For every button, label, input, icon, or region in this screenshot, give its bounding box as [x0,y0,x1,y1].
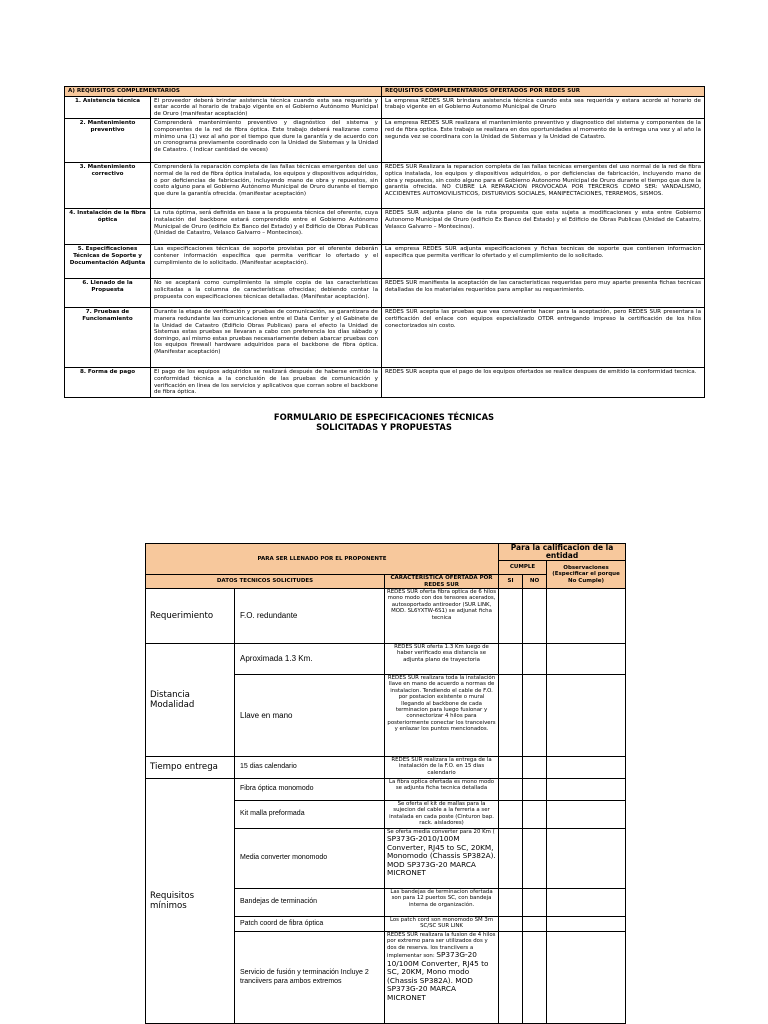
observaciones-cell[interactable] [547,889,626,917]
requirement-text: Comprenderá la reparación completa de las fallas técnicas emergentes del uso normal de la red de fibra óptica instalada, los equipos y dispositivos adquiridos, o por deficiencias de fabricación, incluyendo mano de obra y repuestos, sin costo alguno para el Gobierno Autónomo Municipal de Oruro durante el tiempo que dure la garantía ofrecida. (manifestar aceptación) [151,163,382,209]
requirement-offer: REDES SUR Realizara la reparacion completa de las fallas tecnicas emergentes del uso normal de la red de fibra optica instalada, los equipos y dispositivos adquiridos, o por deficiencias de fabricación, incluyendo mano de obra y repuestos, sin costo alguno para el Gobierno Autonomo Municipal de Oruro durante el tiempo que dure la garantia ofrecida. NO CUBRE LA REPARACION PROVOCADA POR TERCEROS COMO SER: VANDALISMO, ACCIDENTES AUTOMOVILISTICOS, DISTURVIOS SOCIALES, MANIFECTACIONES, TERREMOS, SISMOS. [382,163,705,209]
observaciones-cell[interactable] [547,675,626,757]
category-distancia: Distancia Modalidad [146,644,235,757]
spec-offer: REDES SUR oferta 1.3 Km luego de haber verificado esa distancia se adjunta plano de trayectoria [385,644,499,675]
spec-offer: REDES SUR realizara la entrega de la instalación de la F.O. en 15 dias calendario [385,757,499,779]
requirement-text: La ruta óptima, será definida en base a la propuesta técnica del oferente, cuya instalación del backbone estará comprendido entre el Gobierno Autónomo Municipal de Oruro (edificio Ex Banco del Estado) y el Edificio de Obras Publicas (Unidad de Catastro, Velasco Galvarro – Montecinos). [151,209,382,245]
cumple-si-cell[interactable] [499,589,523,644]
cumple-no-cell[interactable] [523,675,547,757]
requirement-row [65,368,705,397]
requirement-label: 8. Forma de pago [65,368,151,397]
requirements-header-row [65,87,705,97]
form-title-line2: SOLICITADAS Y PROPUESTAS [316,422,452,432]
observaciones-cell[interactable] [547,917,626,932]
requirement-label: 5. Especificaciones Técnicas de Soporte y Documentación Adjunta [65,245,151,279]
category-tiempo: Tiempo entrega [146,757,235,779]
spec-offer-intro: Se oferta media converter para 20 Km ( [387,829,495,835]
spec-offer: La fibra optica ofertada es mono modo se adjunta ficha tecnica detallada [385,779,499,801]
requirement-label: 4. Instalación de la fibra óptica [65,209,151,245]
spec-offer-main: SP373G-2010/100M Converter, RJ45 to SC, 20KM, Monomodo (Chassis SP382A). MOD SP373G-20 MARCA MICRONET [387,834,496,878]
requirement-text: No se aceptará como cumplimiento la simple copia de las características solicitadas a la columna de características ofrecidas; debiendo contar la propuesta con especificaciones técnicas detalladas. (Manifestar aceptación). [151,279,382,308]
form-title [0,412,768,432]
spec-offer [385,932,499,1024]
category-requisitos: Requisitos mínimos [146,779,235,1024]
cumple-si-cell[interactable] [499,932,523,1024]
cumple-si-cell[interactable] [499,779,523,801]
spec-detail: Fibra óptica monomodo [235,779,385,801]
requirement-offer: REDES SUR acepta que el pago de los equipos ofertados se realice despues de emitido la conformidad tecnica. [382,368,705,397]
header-no: NO [523,575,547,589]
cumple-si-cell[interactable] [499,675,523,757]
requirement-row [65,245,705,279]
cumple-no-cell[interactable] [523,917,547,932]
requirement-offer: REDES SUR adjunta plano de la ruta propuesta que esta sujeta a modificaciones y esta entre Gobierno Autonomo Municipal de Oruro (edificio Ex Banco del Estado) y el Edificio de Obras Publicas (Unidad de Catastro, Velasco Galvarro – Montecinos). [382,209,705,245]
header-cumple: CUMPLE [499,561,547,575]
spec-detail: Servicio de fusión y terminación Incluye 2 tranciivers para ambos extremos [235,932,385,1024]
requirement-offer: REDES SUR acepta las pruebas que vea conveniente hacer para la aceptación, pero REDES SUR presentara la certificación del enlace con equipos especializado OTDR entregando impreso la certificación de los hilos conectorizados sin costo. [382,308,705,368]
requirements-header-right: REQUISITOS COMPLEMENTARIOS OFERTADOS POR REDES SUR [382,87,705,97]
header-datos: DATOS TECNICOS SOLICITUDES [146,575,385,589]
header-si: SI [499,575,523,589]
requirements-table [64,86,705,398]
cumple-no-cell[interactable] [523,932,547,1024]
spec-row [146,779,626,801]
spec-detail: 15 dias calendario [235,757,385,779]
requirement-text: El pago de los equipos adquiridos se realizará después de haberse emitido la conformidad técnica a la conclusión de las pruebas de comunicación y verificación en línea de los servicios y aplicativos que corran sobre el backbone de fibra óptica. [151,368,382,397]
cumple-no-cell[interactable] [523,829,547,889]
cumple-no-cell[interactable] [523,757,547,779]
spec-offer-main: SP373G-20 10/100M Converter, RJ45 to SC, 20KM, Mono modo (Chassis SP382A). MOD SP373G-20 MARCA MICRONET [387,950,489,1002]
observaciones-cell[interactable] [547,779,626,801]
observaciones-cell[interactable] [547,589,626,644]
spec-offer [385,829,499,889]
spec-offer: Las bandejas de terminacion ofertada son para 12 puertos SC, con bandeja interna de organización. [385,889,499,917]
observaciones-cell[interactable] [547,644,626,675]
requirement-row [65,279,705,308]
requirement-text: El proveedor deberá brindar asistencia técnica cuando esta sea requerida y estar acorde al horario de trabajo vigente en el Gobierno Autónomo Municipal de Oruro (manifestar aceptación) [151,96,382,119]
requirement-row [65,119,705,163]
cumple-no-cell[interactable] [523,644,547,675]
observaciones-cell[interactable] [547,757,626,779]
cumple-si-cell[interactable] [499,889,523,917]
cumple-no-cell[interactable] [523,589,547,644]
spec-detail: Bandejas de terminación [235,889,385,917]
cumple-no-cell[interactable] [523,889,547,917]
requirements-header-left: A) REQUISITOS COMPLEMENTARIOS [65,87,382,97]
cumple-si-cell[interactable] [499,757,523,779]
cumple-no-cell[interactable] [523,801,547,829]
header-observaciones: Observaciones (Especificar el porque No Cumple) [547,561,626,589]
cumple-si-cell[interactable] [499,917,523,932]
specifications-table [145,543,626,1024]
spec-row [146,644,626,675]
requirement-offer: La empresa REDES SUR brindara asistencia técnica cuando esta sea requerida y estara acorde al horario de trabajo vigente en el Gobierno Autonomo Municipal de Oruro [382,96,705,119]
requirement-row [65,163,705,209]
requirement-label: 3. Mantenimiento correctivo [65,163,151,209]
requirement-row [65,209,705,245]
cumple-si-cell[interactable] [499,829,523,889]
observaciones-cell[interactable] [547,932,626,1024]
spec-detail: Patch coord de fibra óptica [235,917,385,932]
spec-header-row [146,544,626,561]
requirement-row [65,96,705,119]
spec-detail: Llave en mano [235,675,385,757]
header-proponent: PARA SER LLENADO POR EL PROPONENTE [146,544,499,575]
requirement-label: 1. Asistencia técnica [65,96,151,119]
header-entity: Para la calificacion de la entidad [499,544,626,561]
spec-detail: Media converter monomodo [235,829,385,889]
requirement-offer: La empresa REDES SUR realizara el mantenimiento preventivo y diagnostico del sistema y componentes de la red de fibra optica. Este trabajo se realizara en dos oportunidades al momento de la entrega una vez y al año la segunda vez se coordinara con la Unidad de Sistemas y la Unidad de Catastro. [382,119,705,163]
cumple-si-cell[interactable] [499,801,523,829]
spec-detail: Aproximada 1.3 Km. [235,644,385,675]
spec-row [146,589,626,644]
requirement-offer: La empresa REDES SUR adjunta especificaciones y fichas tecnicas de soporte que contienen informacion especifica que permita verificar lo ofertado y el cumplimiento de lo solicitado. [382,245,705,279]
spec-offer-intro: REDES SUR realizara la fusion de 4 hilos por extremo para ser utilizados dos y dos de reserva. los tranciivers a implementar son: [387,932,496,960]
observaciones-cell[interactable] [547,801,626,829]
spec-offer: Se oferta el kit de mallas para la sujecion del cable a la ferreria a ser instalada en cada poste (Cinturon bap. rack. aisladores) [385,801,499,829]
requirement-label: 7. Pruebas de Funcionamiento [65,308,151,368]
spec-detail: Kit malla preformada [235,801,385,829]
form-title-line1: FORMULARIO DE ESPECIFICACIONES TÉCNICAS [273,412,495,422]
requirement-label: 6. Llenado de la Propuesta [65,279,151,308]
header-offer: CARACTERISTICA OFERTADA POR REDES SUR [385,575,499,589]
spec-offer: REDES SUR oferta fibra optica de 6 hilos mono modo con dos tensores acerados, autosoportado antiroedor (SUR LINK, MOD. SL6YXTW-6S1) se adjunat ficha tecnica [385,589,499,644]
category-requerimiento: Requerimiento [146,589,235,644]
requirement-text: Durante la etapa de verificación y pruebas de comunicación, se garantizara de manera redundante las comunicaciones entre el Data Center y el Gabinete de la Unidad de Catastro (Edificio Obras Publicas) para el efecto la Unidad de Sistemas estas pruebas se llevaran a cabo con preferencia los días sábado y domingo, así mismo estas pruebas necesariamente deben abarcar pruebas con los equipos firewall hardware adquiridos para el backbone de fibra óptica. (Manifestar aceptación) [151,308,382,368]
requirement-text: Comprenderá mantenimiento preventivo y diagnóstico del sistema y componentes de la red de fibra óptica. Este trabajo deberá realizarse como mínimo una (1) vez al año por el tiempo que dure la garantía y de acuerdo con un cronograma previamente coordinado con la Unidad de Sistemas y la Unidad de Catastro. ( Indicar cantidad de veces) [151,119,382,163]
cumple-si-cell[interactable] [499,644,523,675]
spec-offer: Los patch cord son monomodo SM 3m SC/SC SUR LINK [385,917,499,932]
observaciones-cell[interactable] [547,829,626,889]
spec-row [146,757,626,779]
requirement-text: Las especificaciones técnicas de soporte provistas por el oferente deberán contener información específica que permita verificar lo ofertado y el cumplimiento de lo solicitado. (Manifestar aceptación). [151,245,382,279]
requirement-row [65,308,705,368]
requirement-label: 2. Mantenimiento preventivo [65,119,151,163]
spec-offer: REDES SUR realizara toda la instalación llave en mano de acuerdo a normas de instalacion. Tendiendo el cable de F.O. por postacion existente o mural llegando al backbone de cada terminacion para luego fusionar y connectorizar 4 hilos para posteriormente conectar los tranceivers y enlazar los puntos mencionados. [385,675,499,757]
requirement-offer: REDES SUR manifiesta la aceptación de las caracteristicas requeridas pero muy aparte presenta fichas tecnicas detalladas de los materiales requeridos para ampliar su requerimiento. [382,279,705,308]
spec-detail: F.O. redundante [235,589,385,644]
cumple-no-cell[interactable] [523,779,547,801]
